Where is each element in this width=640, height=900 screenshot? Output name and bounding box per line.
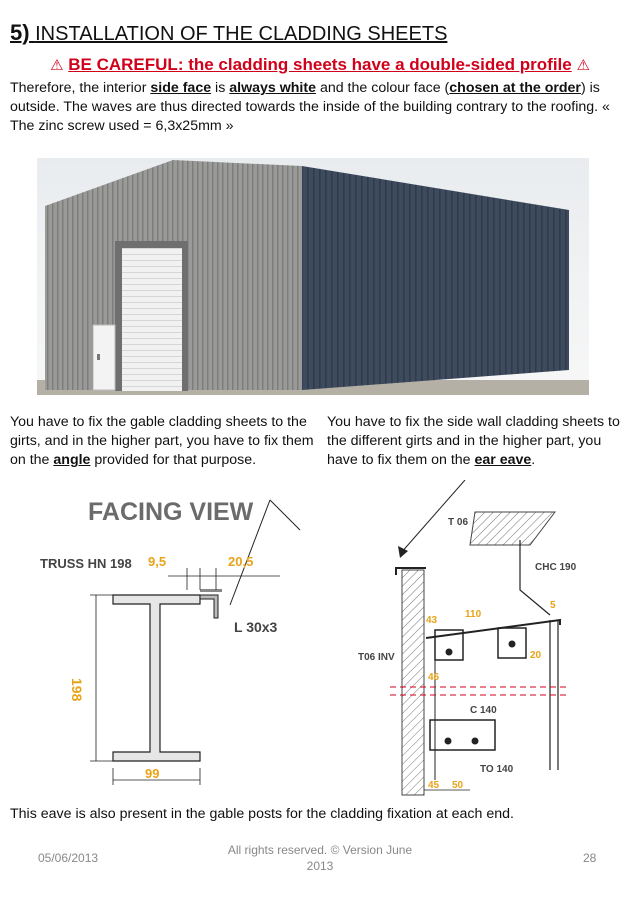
dim-110: 110 bbox=[465, 609, 482, 620]
footer-rights: All rights reserved. © Version June 2013 bbox=[227, 843, 413, 873]
cladding-sheet bbox=[200, 589, 222, 592]
truss-label: TRUSS HN 198 bbox=[40, 556, 132, 571]
intro-emphasis: always white bbox=[229, 80, 316, 96]
warning-banner bbox=[0, 55, 640, 75]
warning-icon: ⚠ bbox=[576, 57, 590, 74]
intro-emphasis: chosen at the order bbox=[449, 80, 581, 96]
right-column-text bbox=[327, 413, 632, 470]
building-photo bbox=[37, 158, 589, 395]
dim-5: 5 bbox=[550, 600, 556, 611]
dim-20: 20 bbox=[530, 650, 542, 661]
dim-45: 45 bbox=[428, 780, 440, 791]
left-column-text bbox=[10, 413, 315, 470]
right-column-body: You have to fix the side wall cladding sheets to the different girts and in the higher part, you have to fix them on the bbox=[327, 414, 620, 468]
left-column-body: You have to fix the gable cladding sheets to the girts, and in the higher part, you have to fix them on the bbox=[10, 414, 314, 468]
label-chc: CHC 190 bbox=[535, 562, 577, 573]
right-column-emphasis: ear eave bbox=[474, 452, 532, 468]
intro-text: Therefore, the interior bbox=[10, 80, 151, 96]
height-dim: 198 bbox=[69, 678, 85, 702]
dim-43: 43 bbox=[426, 615, 438, 626]
section-title bbox=[10, 20, 447, 46]
i-beam bbox=[113, 595, 200, 761]
label-t06-inv: T06 INV bbox=[358, 652, 395, 663]
label-t06: T 06 bbox=[448, 517, 469, 528]
intro-paragraph bbox=[10, 79, 630, 136]
dim-9-5: 9,5 bbox=[148, 554, 167, 569]
intro-text: is bbox=[211, 80, 230, 96]
intro-text: and the colour face ( bbox=[316, 80, 450, 96]
facing-view-title: FACING VIEW bbox=[88, 498, 254, 526]
angle-profile bbox=[200, 595, 218, 618]
label-c140: C 140 bbox=[470, 705, 497, 716]
intro-text: ) is outside. The waves are thus directed towards the inside of the building contrary to the roofing. « The zinc screw used = 6,3x25mm » bbox=[10, 80, 610, 134]
eave-detail-diagram bbox=[330, 480, 630, 800]
dim-46: 46 bbox=[428, 672, 440, 683]
facing-view-diagram bbox=[0, 480, 320, 800]
dim-20-5: 20,5 bbox=[228, 554, 254, 569]
bottom-note: This eave is also present in the gable posts for the cladding fixation at each end. bbox=[10, 806, 514, 822]
footer-page-number: 28 bbox=[583, 851, 597, 865]
right-column-body: . bbox=[531, 452, 536, 468]
left-column-body: provided for that purpose. bbox=[90, 452, 257, 468]
dim-50: 50 bbox=[452, 780, 464, 791]
warning-icon: ⚠ bbox=[50, 57, 64, 74]
label-to140: TO 140 bbox=[480, 764, 514, 775]
leader-line bbox=[270, 500, 300, 530]
footer-date: 05/06/2013 bbox=[38, 851, 99, 865]
angle-label: L 30x3 bbox=[234, 619, 278, 635]
section-title-text: INSTALLATION OF THE CLADDING SHEETS bbox=[35, 23, 448, 45]
section-number: 5) bbox=[10, 20, 30, 45]
warning-text: BE CAREFUL: the cladding sheets have a double-sided profile bbox=[68, 55, 572, 74]
left-column-emphasis: angle bbox=[53, 452, 91, 468]
width-dim: 99 bbox=[145, 766, 160, 781]
building-illustration bbox=[37, 158, 589, 395]
intro-emphasis: side face bbox=[150, 80, 212, 96]
